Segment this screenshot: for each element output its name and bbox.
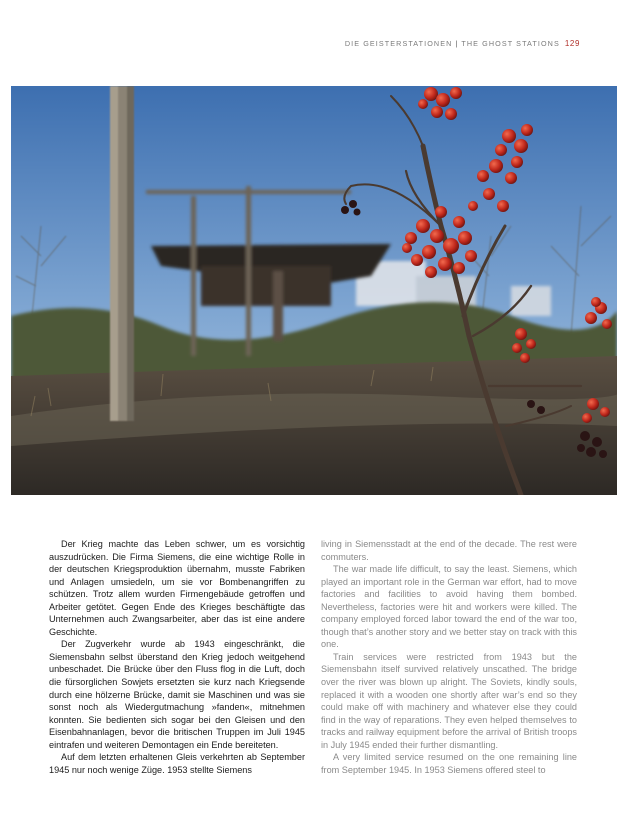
- header-separator: |: [455, 39, 459, 48]
- english-paragraph: living in Siemensstadt at the end of the decade. The rest were commuters.: [321, 539, 577, 562]
- english-paragraph: A very limited service resumed on the one remaining line from September 1945. In 1953 Siemens offered steel to: [321, 752, 577, 775]
- german-paragraph: Der Krieg machte das Leben schwer, um es vorsichtig auszudrücken. Die Firma Siemens, die eine wichtige Rolle in der deutschen Kriegsproduktion übernahm, musste Fabriken und Anlagen umsiedeln, um sie vor Bombenangriffen zu schützen. Trotz allem wurden Firmengebäude getroffen und Arbeiter getötet. Gegen Ende des Krieges beschäftigte das Unternehmen auch Zwangsarbeiter, aber das ist eine andere Geschichte.: [49, 539, 305, 637]
- english-text-column: [321, 538, 577, 776]
- german-text-column: [49, 538, 305, 776]
- german-paragraph: Der Zugverkehr wurde ab 1943 eingeschränkt, die Siemensbahn selbst überstand den Krieg jedoch weitgehend unbeschadet. Die Brücke über den Fluss flog in die Luft, doch die fürsorglichen Sowjets ersetzten sie kurz nach Kriegsende durch eine hölzerne Brücke, damit sie Maschinen und was sie sonst noch als Wiedergutmachung »fanden«, mitnehmen konnten. Sie bedienten sich sogar bei den Gleisen und den Eisenbahnanlagen, bevor die britischen Truppen im Juli 1945 eintrafen und weiteren Demontagen ein Ende bereiteten.: [49, 639, 305, 750]
- german-paragraph: Auf dem letzten erhaltenen Gleis verkehrten ab September 1945 nur noch wenige Züge. 1953 stellte Siemens: [49, 752, 305, 775]
- photo-abandoned-station: [11, 86, 617, 495]
- chapter-title-de: DIE GEISTERSTATIONEN: [344, 39, 453, 48]
- running-head: [345, 39, 580, 48]
- english-paragraph: Train services were restricted from 1943 but the Siemensbahn itself survived relatively unscathed. The bridge over the river was blown up alright. The Soviets, kindly souls, replaced it with a wooden one shortly after war’s end so they could make off with machinery and whatever else they could find in the way of reparations. They even helped themselves to tracks and railway equipment before the arrival of British troops in July 1945 ended their further dismantling.: [321, 651, 577, 750]
- chapter-title-en: THE GHOST STATIONS: [461, 39, 560, 48]
- page-number: 129: [564, 39, 580, 48]
- photo-abandoned-station-illustration: [11, 86, 617, 495]
- english-paragraph: The war made life difficult, to say the least. Siemens, which played an important role in the German war effort, had to move factories and facilities to avoid having them bombed. Nevertheless, factories were hit and workers were killed. The company employed forced labor toward the end of the war too, though that’s another story and we better stay on track with this one.: [321, 564, 577, 650]
